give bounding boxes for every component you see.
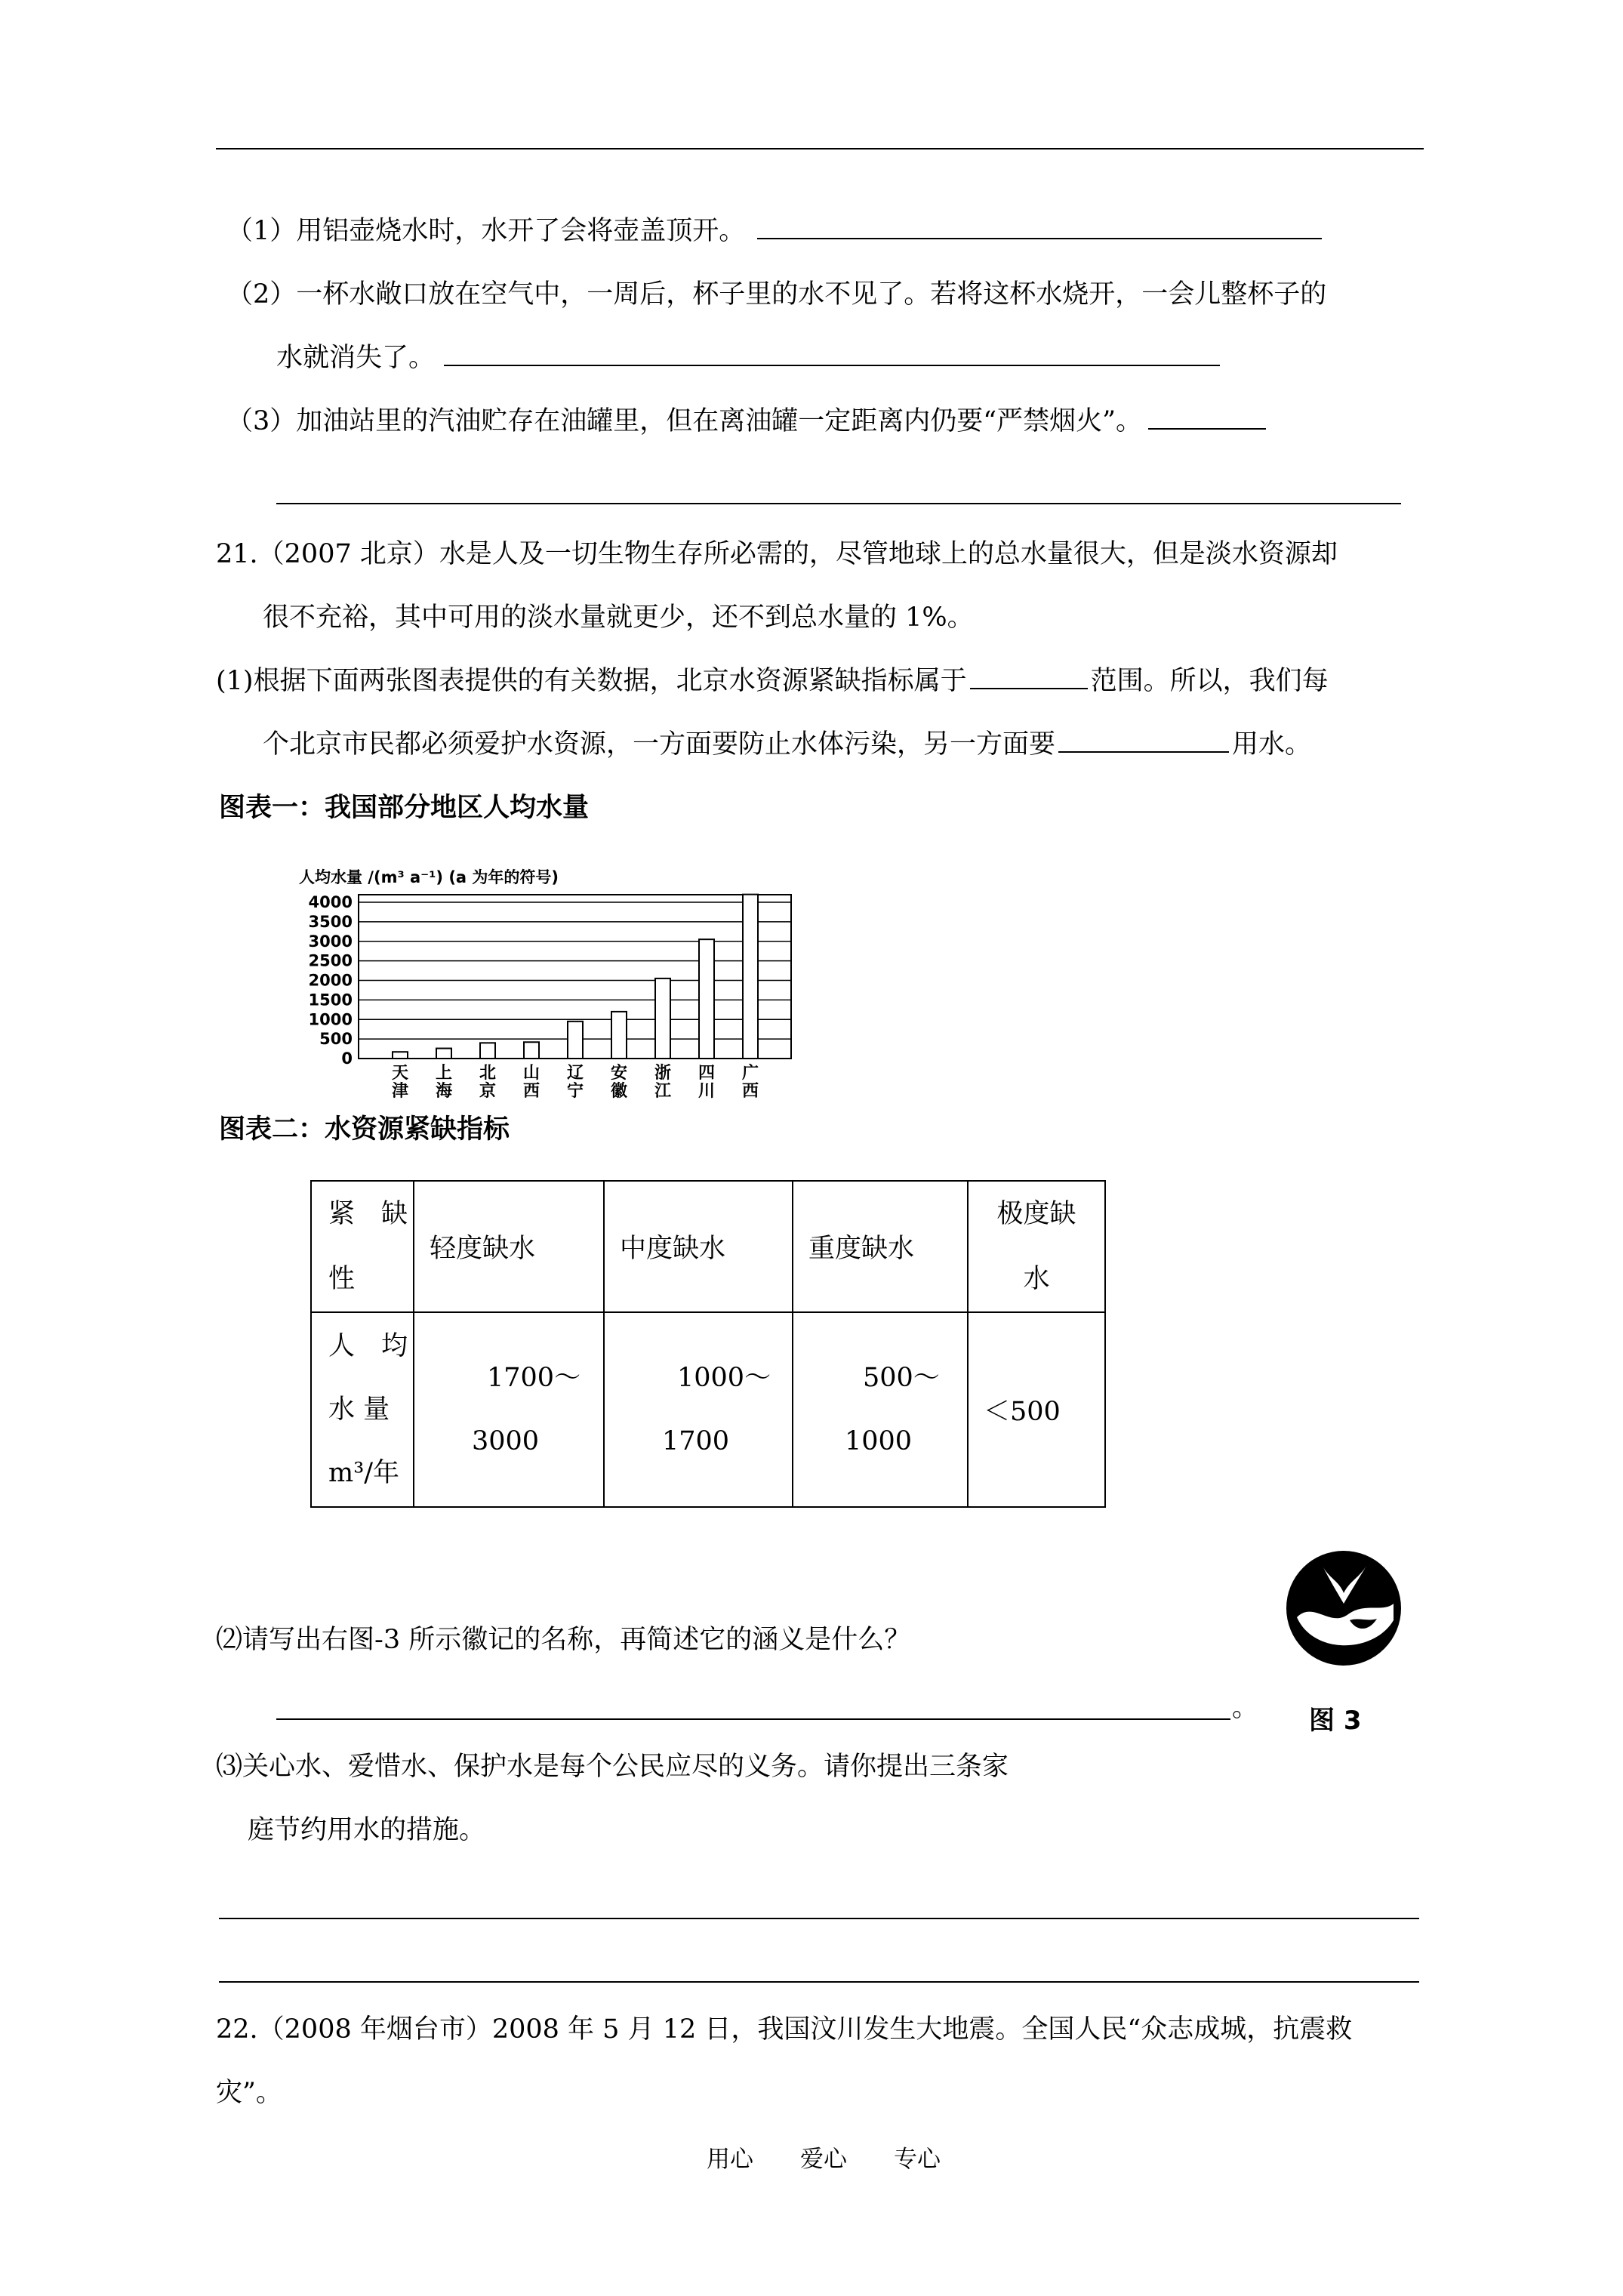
answer-blank[interactable]: [970, 665, 1088, 689]
answer-line[interactable]: [219, 1918, 1419, 1919]
x-tick-label: 西: [741, 1082, 759, 1101]
y-tick-label: 3000: [308, 932, 353, 951]
x-tick-label: 天: [391, 1064, 409, 1083]
x-tick-label: 徽: [610, 1082, 628, 1101]
x-tick-label: 京: [479, 1082, 497, 1101]
emblem-caption: 图 3: [1309, 1706, 1362, 1736]
table-cell: 500～ 1000: [793, 1312, 968, 1507]
q22-line1: 22.（2008 年烟台市）2008 年 5 月 12 日，我国汶川发生大地震。全国人民“众志成城，抗震救: [216, 2014, 1353, 2045]
x-tick-label: 津: [391, 1082, 409, 1101]
bar-天津: [393, 1052, 408, 1059]
x-tick-label: 安: [610, 1064, 628, 1083]
water-saving-emblem-icon: [1283, 1548, 1404, 1669]
x-tick-label: 山: [522, 1064, 540, 1083]
y-tick-label: 4000: [308, 893, 353, 911]
water-scarcity-table: [310, 1180, 1106, 1508]
answer-line[interactable]: [276, 1718, 1230, 1720]
table-row: [311, 1312, 1105, 1507]
answer-blank[interactable]: [1148, 405, 1266, 430]
answer-line[interactable]: [219, 1981, 1419, 1983]
q21-part3-line1: ⑶关心水、爱惜水、保护水是每个公民应尽的义务。请你提出三条家: [216, 1752, 1009, 1782]
answer-blank[interactable]: [757, 215, 1322, 239]
y-tick-label: 1500: [308, 991, 353, 1009]
chart1-caption: 图表一：我国部分地区人均水量: [219, 792, 590, 823]
q21-part1-line1: (1)根据下面两张图表提供的有关数据，北京水资源紧缺指标属于 范围。所以，我们每: [216, 666, 1329, 696]
table-cell: ＜500: [968, 1312, 1105, 1507]
q20-item-2-cont: 水就消失了。: [276, 341, 1220, 374]
bar-广西: [743, 895, 758, 1059]
y-tick-label: 1000: [308, 1010, 353, 1029]
q21-part3-line2: 庭节约用水的措施。: [248, 1815, 486, 1845]
x-tick-label: 宁: [566, 1082, 584, 1101]
answer-line[interactable]: [276, 503, 1401, 504]
y-tick-label: 2500: [308, 951, 353, 970]
x-tick-label: 海: [435, 1082, 453, 1101]
per-capita-water-bar-chart: [287, 861, 800, 1102]
q20-item-3: （3）加油站里的汽油贮存在油罐里，但在离油罐一定距离内仍要“严禁烟火”。: [226, 405, 1266, 438]
q21-intro-line2: 很不充裕，其中可用的淡水量就更少，还不到总水量的 1%。: [263, 603, 974, 633]
chart-ylabel: 人均水量 /(m³ a⁻¹) (a 为年的符号): [299, 868, 559, 886]
q22-line2: 灾”。: [216, 2078, 282, 2108]
bar-北京: [480, 1043, 495, 1059]
table-cell: 重度缺水: [793, 1181, 968, 1312]
chart2-caption: 图表二：水资源紧缺指标: [219, 1114, 510, 1145]
x-tick-label: 浙: [654, 1064, 672, 1083]
y-tick-label: 0: [341, 1049, 353, 1068]
q21-part2-text: ⑵请写出右图-3 所示徽记的名称，再简述它的涵义是什么？: [216, 1625, 911, 1655]
table-cell: 1000～ 1700: [604, 1312, 793, 1507]
q21-part2-end: 。: [1232, 1693, 1259, 1723]
q21-intro-line1: 21.（2007 北京）水是人及一切生物生存所必需的，尽管地球上的总水量很大，但是淡水资源却: [216, 539, 1338, 569]
header-rule: [216, 148, 1424, 149]
x-tick-label: 四: [698, 1064, 716, 1083]
q20-item-2: （2）一杯水敞口放在空气中，一周后，杯子里的水不见了。若将这杯水烧开，一会儿整杯子的: [226, 279, 1327, 310]
x-tick-label: 北: [479, 1064, 497, 1083]
y-tick-label: 500: [319, 1030, 353, 1049]
q20-item-1: （1）用铝壶烧水时，水开了会将壶盖顶开。: [226, 214, 1322, 248]
bar-上海: [436, 1049, 451, 1059]
page-footer: 用心 爱心 专心: [707, 2146, 941, 2173]
bar-辽宁: [568, 1022, 583, 1059]
answer-blank[interactable]: [1058, 729, 1229, 753]
bar-安徽: [611, 1012, 627, 1059]
x-tick-label: 广: [741, 1064, 759, 1083]
table-cell: 紧 缺 性: [311, 1181, 414, 1312]
x-tick-label: 川: [698, 1082, 716, 1101]
table-cell: 中度缺水: [604, 1181, 793, 1312]
answer-blank[interactable]: [444, 342, 1220, 366]
bar-浙江: [655, 978, 670, 1059]
table-cell: 人 均 水 量 m³/年: [311, 1312, 414, 1507]
y-tick-label: 2000: [308, 971, 353, 990]
bar-山西: [524, 1042, 539, 1059]
x-tick-label: 西: [522, 1082, 540, 1101]
q21-part1-line2: 个北京市民都必须爱护水资源，一方面要防止水体污染，另一方面要 用水。: [263, 729, 1312, 760]
table-cell: 1700～ 3000: [414, 1312, 604, 1507]
y-tick-label: 3500: [308, 912, 353, 931]
table-cell: 轻度缺水: [414, 1181, 604, 1312]
x-tick-label: 江: [654, 1082, 672, 1101]
x-tick-label: 上: [435, 1064, 453, 1083]
x-tick-label: 辽: [566, 1064, 584, 1083]
bar-四川: [699, 939, 714, 1059]
table-cell: 极度缺 水: [968, 1181, 1105, 1312]
table-header-row: [311, 1181, 1105, 1312]
